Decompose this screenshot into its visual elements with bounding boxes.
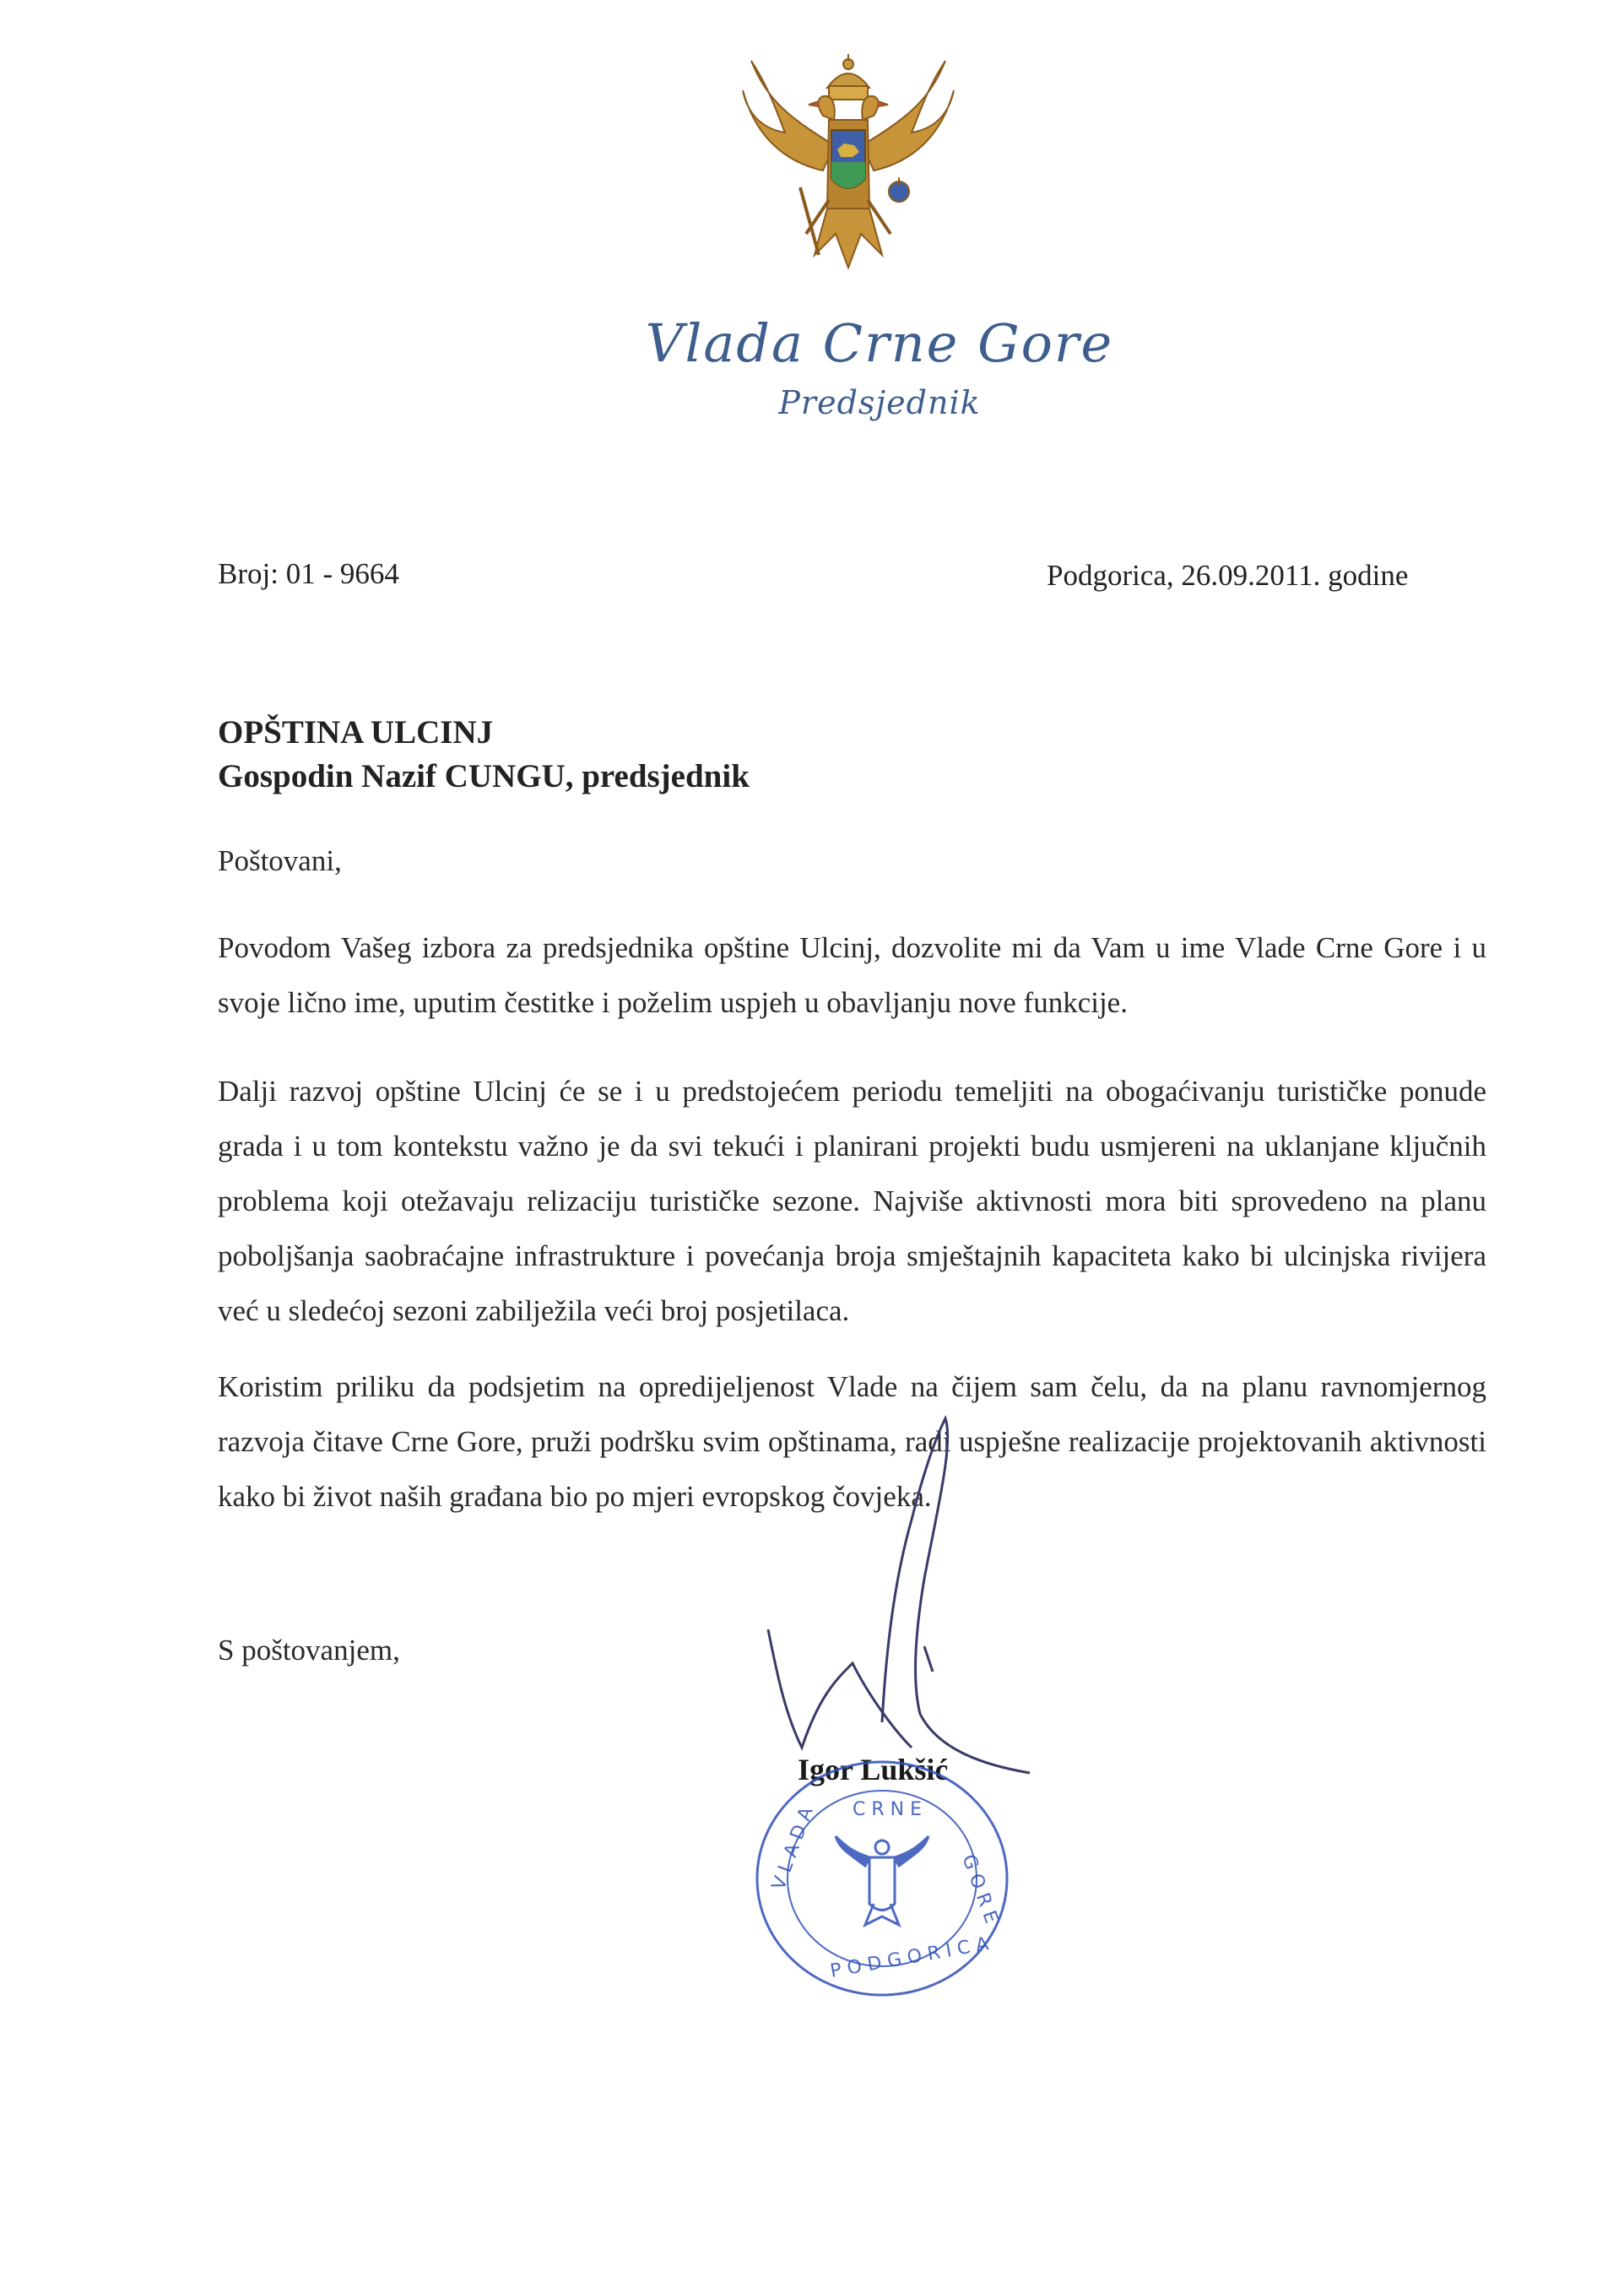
government-title: Vlada Crne Gore (645, 312, 1114, 374)
recipient-block (218, 711, 750, 799)
closing: S poštovanjem, (218, 1634, 400, 1667)
coat-of-arms-emblem (734, 52, 962, 297)
recipient-organization: OPŠTINA ULCINJ (218, 714, 494, 751)
svg-text:C R N E: C R N E (853, 1799, 922, 1820)
office-subtitle: Predsjednik (778, 384, 981, 421)
place-date: Podgorica, 26.09.2011. godine (1047, 559, 1409, 592)
handwritten-signature (743, 1393, 1097, 1798)
official-stamp (751, 1756, 1013, 2001)
paragraph-1: Povodom Vašeg izbora za predsjednika opštine Ulcinj, dozvolite mi da Vam u ime Vlade Crne Gore i u svoje lično ime, uputim čestitke i poželim uspjeh u obavljanju nove funkcije. (218, 931, 1486, 1019)
paragraph-3: Koristim priliku da podsjetim na opredijeljenost Vlade na čijem sam čelu, da na planu ravnomjernog razvoja čitave Crne Gore, pruži podršku svim opštinama, radi uspješne realizacije projektovanih aktivnosti kako bi život naših građana bio po mjeri evropskog čovjeka. (218, 1370, 1486, 1513)
paragraph-2: Dalji razvoj opštine Ulcinj će se i u predstojećem periodu temeljiti na obogaćivanju turističke ponude grada i u tom kontekstu važno je da svi tekući i planirani projekti budu usmjereni na uklanjane ključnih problema koji otežavaju relizaciju turističke sezone. Najviše aktivnosti mora biti sprovedeno na planu poboljšanja saobraćajne infrastrukture i povećanja broja smještajnih kapaciteta kako bi ulcinjska rivijera već u sledećoj sezoni zabilježila veći broj posjetilaca. (218, 1075, 1486, 1327)
signer-name: Igor Lukšić (798, 1753, 949, 1786)
recipient-person: Gospodin Nazif CUNGU, predsjednik (218, 758, 750, 794)
salutation: Poštovani, (218, 844, 342, 877)
svg-text:P O D G O R I C A: P O D G O R I C A (828, 1933, 991, 1982)
reference-number: Broj: 01 - 9664 (218, 557, 399, 590)
svg-text:G O R E: G O R E (957, 1851, 1002, 1927)
svg-text:V L A D A: V L A D A (768, 1804, 818, 1894)
